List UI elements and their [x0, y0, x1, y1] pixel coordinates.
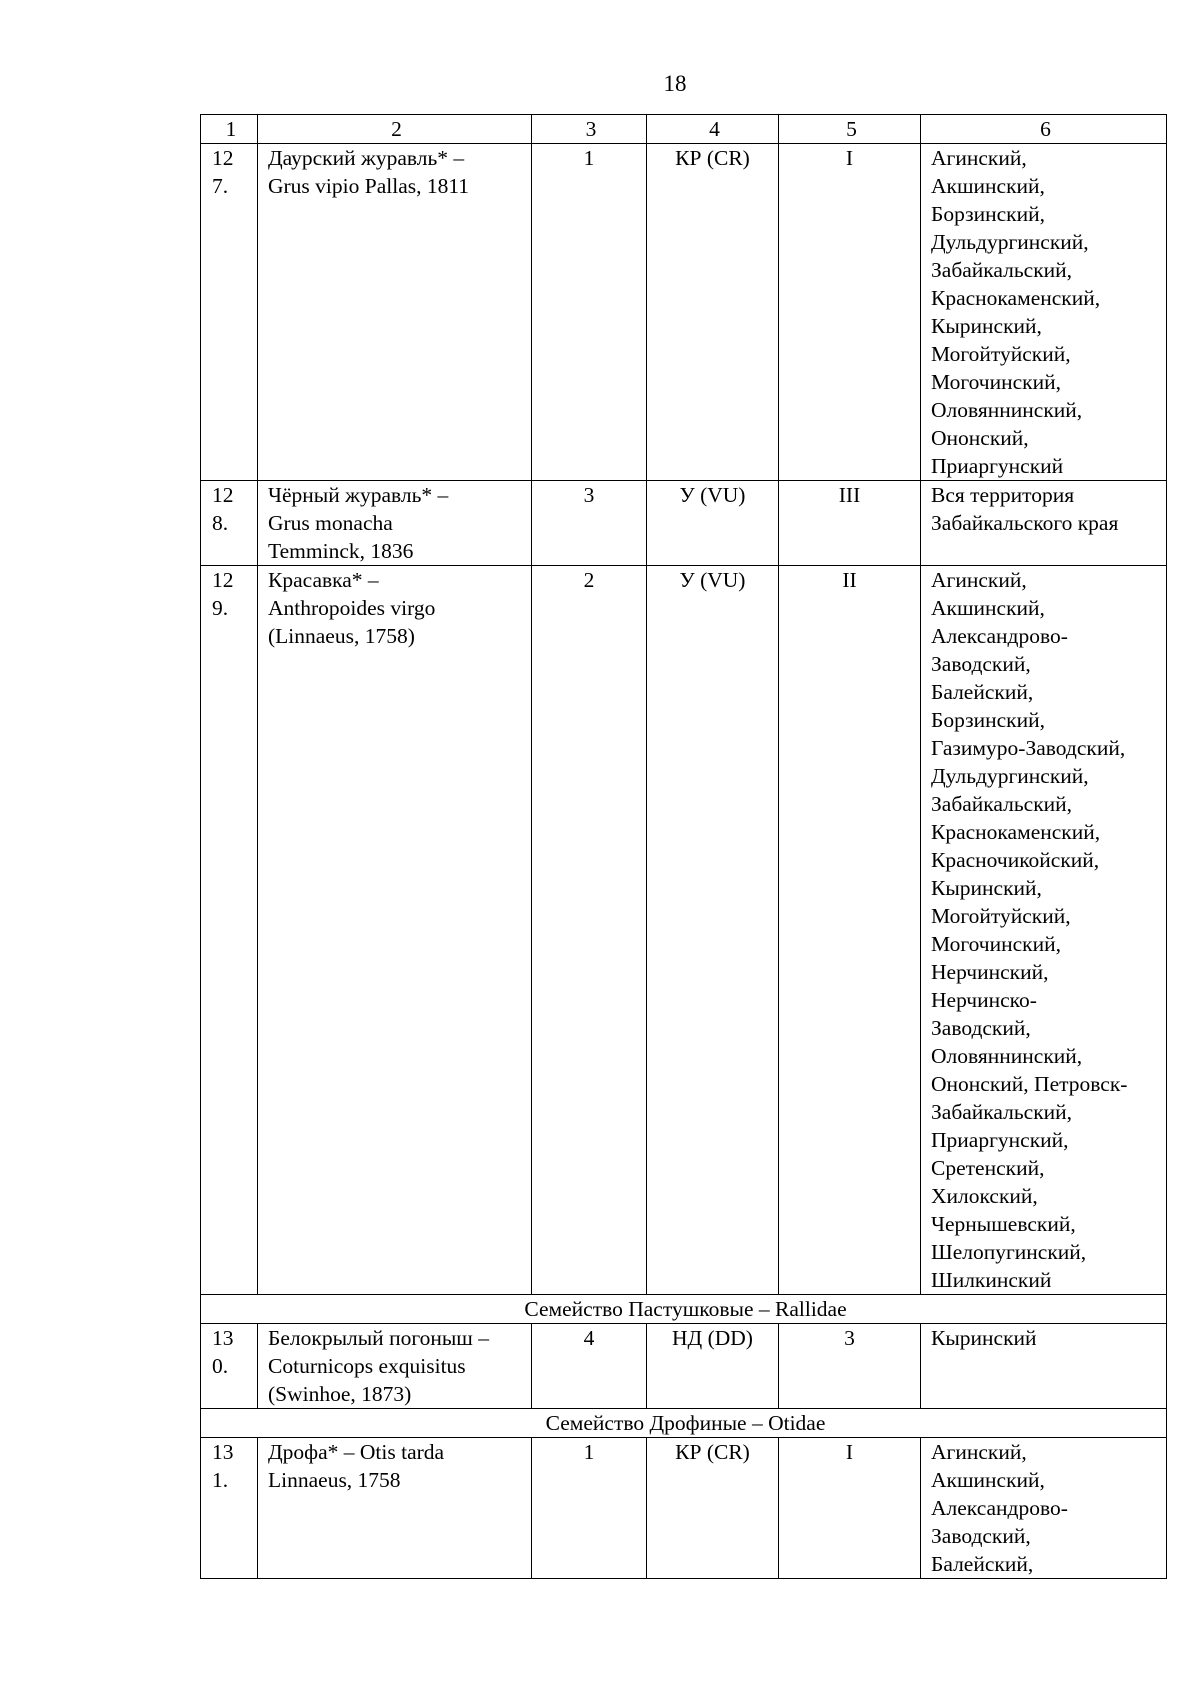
species-name-line: Anthropoides virgo	[268, 596, 436, 620]
row-number-line: 1.	[212, 1468, 229, 1492]
row-number-cell	[201, 144, 258, 481]
species-name-cell	[258, 566, 532, 1295]
districts-cell	[921, 481, 1167, 566]
category-cell: 1	[532, 144, 647, 481]
district-line: Могойтуйский,	[931, 342, 1071, 366]
priority-cell: I	[779, 1438, 921, 1579]
priority-cell: 3	[779, 1324, 921, 1409]
district-line: Заводский,	[931, 1016, 1031, 1040]
species-name-line: Grus vipio Pallas, 1811	[268, 174, 470, 198]
family-heading: Семейство Дрофиные – Otidae	[201, 1409, 1167, 1438]
district-line: Газимуро-Заводский,	[931, 736, 1126, 760]
category-cell: 2	[532, 566, 647, 1295]
district-line: Краснокаменский,	[931, 286, 1101, 310]
row-number-line: 0.	[212, 1354, 229, 1378]
district-line: Чернышевский,	[931, 1212, 1076, 1236]
district-line: Балейский,	[931, 1552, 1034, 1576]
district-line: Забайкальский,	[931, 792, 1073, 816]
district-line: Александрово-	[931, 624, 1068, 648]
status-cell: КР (CR)	[647, 1438, 779, 1579]
district-line: Сретенский,	[931, 1156, 1045, 1180]
species-row	[201, 1438, 1167, 1579]
species-row	[201, 481, 1167, 566]
district-line: Заводский,	[931, 652, 1031, 676]
species-name-cell	[258, 144, 532, 481]
district-line: Краснокаменский,	[931, 820, 1101, 844]
species-name-line: Grus monacha	[268, 511, 393, 535]
status-cell: У (VU)	[647, 481, 779, 566]
district-line: Ононский,	[931, 426, 1029, 450]
category-cell: 3	[532, 481, 647, 566]
species-row	[201, 144, 1167, 481]
district-line: Балейский,	[931, 680, 1034, 704]
district-line: Борзинский,	[931, 708, 1045, 732]
family-heading: Семейство Пастушковые – Rallidae	[201, 1295, 1167, 1324]
species-name-cell	[258, 1324, 532, 1409]
row-number-cell	[201, 1438, 258, 1579]
row-number-cell	[201, 1324, 258, 1409]
district-line: Акшинский,	[931, 174, 1045, 198]
species-name-line: Белокрылый погоныш –	[268, 1326, 489, 1350]
category-cell: 4	[532, 1324, 647, 1409]
species-name-line: Coturnicops exquisitus	[268, 1354, 466, 1378]
district-line: Оловяннинский,	[931, 398, 1083, 422]
species-name-cell	[258, 1438, 532, 1579]
district-line: Кыринский,	[931, 314, 1042, 338]
species-name-line: (Swinhoe, 1873)	[268, 1382, 412, 1406]
row-number-line: 12	[212, 146, 234, 170]
district-line: Агинский,	[931, 1440, 1027, 1464]
district-line: Красночикойский,	[931, 848, 1100, 872]
row-number-line: 9.	[212, 596, 229, 620]
district-line: Борзинский,	[931, 202, 1045, 226]
district-line: Кыринский,	[931, 876, 1042, 900]
district-line: Оловяннинский,	[931, 1044, 1083, 1068]
table-header-row	[201, 115, 1167, 144]
district-line: Вся территория	[931, 483, 1075, 507]
district-line: Нерчинский,	[931, 960, 1049, 984]
district-line: Александрово-	[931, 1496, 1068, 1520]
status-cell: У (VU)	[647, 566, 779, 1295]
row-number-line: 12	[212, 568, 234, 592]
header-cell: 2	[258, 115, 532, 144]
species-name-line: Красавка* –	[268, 568, 379, 592]
row-number-line: 13	[212, 1326, 234, 1350]
species-name-line: (Linnaeus, 1758)	[268, 624, 415, 648]
district-line: Дульдургинский,	[931, 230, 1089, 254]
district-line: Агинский,	[931, 568, 1027, 592]
family-row	[201, 1409, 1167, 1438]
header-cell: 5	[779, 115, 921, 144]
row-number-cell	[201, 566, 258, 1295]
header-cell: 6	[921, 115, 1167, 144]
row-number-line: 12	[212, 483, 234, 507]
district-line: Нерчинско-	[931, 988, 1037, 1012]
page-number: 18	[663, 71, 687, 96]
row-number-line: 13	[212, 1440, 234, 1464]
priority-cell: I	[779, 144, 921, 481]
district-line: Забайкальский,	[931, 1100, 1073, 1124]
status-cell: НД (DD)	[647, 1324, 779, 1409]
species-name-line: Дрофа* – Otis tarda	[268, 1440, 445, 1464]
header-cell: 1	[201, 115, 258, 144]
district-line: Забайкальского края	[931, 511, 1119, 535]
status-cell: КР (CR)	[647, 144, 779, 481]
species-name-line: Чёрный журавль* –	[268, 483, 449, 507]
district-line: Могочинский,	[931, 932, 1062, 956]
district-line: Приаргунский,	[931, 1128, 1069, 1152]
districts-cell	[921, 144, 1167, 481]
category-cell: 1	[532, 1438, 647, 1579]
species-table	[200, 114, 1167, 1579]
district-line: Могочинский,	[931, 370, 1062, 394]
district-line: Ононский, Петровск-	[931, 1072, 1128, 1096]
district-line: Акшинский,	[931, 596, 1045, 620]
species-name-line: Linnaeus, 1758	[268, 1468, 401, 1492]
species-name-cell	[258, 481, 532, 566]
species-name-line: Даурский журавль* –	[268, 146, 465, 170]
districts-cell	[921, 1438, 1167, 1579]
district-line: Могойтуйский,	[931, 904, 1071, 928]
priority-cell: II	[779, 566, 921, 1295]
family-row	[201, 1295, 1167, 1324]
species-row	[201, 1324, 1167, 1409]
header-cell: 3	[532, 115, 647, 144]
row-number-line: 8.	[212, 511, 229, 535]
district-line: Кыринский	[931, 1326, 1037, 1350]
district-line: Шелопугинский,	[931, 1240, 1087, 1264]
district-line: Хилокский,	[931, 1184, 1038, 1208]
species-row	[201, 566, 1167, 1295]
priority-cell: III	[779, 481, 921, 566]
table-body	[201, 115, 1167, 1579]
district-line: Заводский,	[931, 1524, 1031, 1548]
row-number-line: 7.	[212, 174, 229, 198]
districts-cell	[921, 566, 1167, 1295]
district-line: Дульдургинский,	[931, 764, 1089, 788]
species-name-line: Temminck, 1836	[268, 539, 414, 563]
header-cell: 4	[647, 115, 779, 144]
district-line: Приаргунский	[931, 454, 1064, 478]
district-line: Агинский,	[931, 146, 1027, 170]
district-line: Акшинский,	[931, 1468, 1045, 1492]
districts-cell	[921, 1324, 1167, 1409]
district-line: Шилкинский	[931, 1268, 1052, 1292]
district-line: Забайкальский,	[931, 258, 1073, 282]
row-number-cell	[201, 481, 258, 566]
